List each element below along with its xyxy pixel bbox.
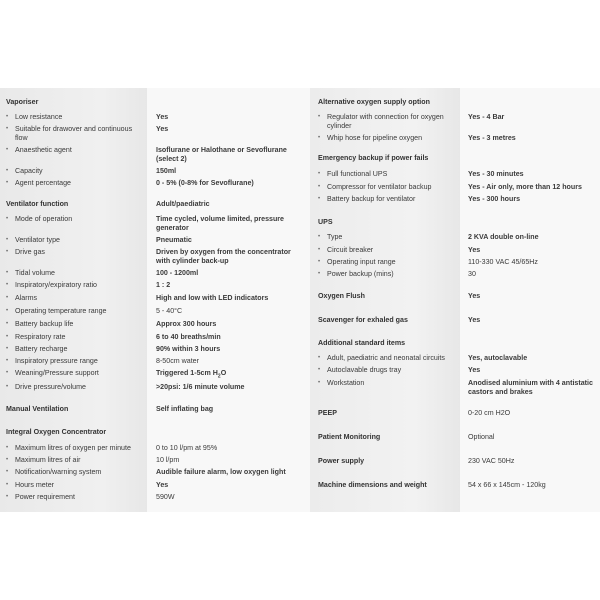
peep-heading: PEEP — [318, 409, 337, 417]
max-air-value: 10 l/pm — [156, 456, 180, 464]
tidal-value: 100 - 1200ml — [156, 269, 199, 277]
input-range-label: • Operating input range — [318, 258, 396, 267]
circuits-label: • Adult, paediatric and neonatal circuits — [318, 354, 445, 363]
temp-label: • Operating temperature range — [6, 307, 107, 316]
battery-life-value: Approx 300 hours — [156, 320, 217, 328]
spec-table — [0, 88, 600, 512]
workstation-label: • Workstation — [318, 379, 364, 388]
battery-life-label: • Battery backup life — [6, 320, 73, 329]
recharge-label: • Battery recharge — [6, 345, 67, 354]
peep-value: 0-20 cm H2O — [468, 409, 511, 417]
weaning-value: Triggered 1-5cm $H_2O$ — [156, 369, 227, 380]
right-value-column — [460, 88, 600, 512]
regulator-label-cont: cylinder — [327, 122, 352, 130]
recharge-value: 90% within 3 hours — [156, 345, 221, 353]
ventilator-heading-value: Adult/paediatric — [156, 200, 210, 208]
full-ups-label: • Full functional UPS — [318, 170, 387, 179]
regulator-value: Yes - 4 Bar — [468, 113, 505, 121]
alarms-label: • Alarms — [6, 294, 37, 303]
monitoring-heading: Patient Monitoring — [318, 433, 381, 441]
notification-value: Audible failure alarm, low oxygen light — [156, 468, 286, 476]
type-value: Pneumatic — [156, 236, 192, 244]
type-label: • Ventilator type — [6, 236, 60, 245]
percentage-value: 0 - 5% (0-8% for Sevoflurane) — [156, 179, 254, 187]
dimensions-heading: Machine dimensions and weight — [318, 481, 427, 489]
drawover-value: Yes — [156, 125, 169, 133]
low-resistance-value: Yes — [156, 113, 169, 121]
drive-gas-value-cont: with cylinder back-up — [156, 257, 229, 265]
power-backup-value: 30 — [468, 270, 476, 278]
ratio-label: • Inspiratory/expiratory ratio — [6, 281, 97, 290]
agent-label: • Anaesthetic agent — [6, 146, 72, 155]
capacity-value: 150ml — [156, 167, 177, 175]
low-resistance-label: • Low resistance — [6, 113, 62, 122]
max-air-label: • Maximum litres of air — [6, 456, 80, 465]
dimensions-value: 54 x 66 x 145cm - 120kg — [468, 481, 546, 489]
flush-value: Yes — [468, 292, 481, 300]
agent-value-cont: (select 2) — [156, 155, 187, 163]
weaning-label: • Weaning/Pressure support — [6, 369, 99, 378]
drive-pressure-label: • Drive pressure/volume — [6, 383, 86, 392]
drive-gas-label: • Drive gas — [6, 248, 45, 257]
resp-rate-label: • Respiratory rate — [6, 333, 65, 342]
input-range-value: 110-330 VAC 45/65Hz — [468, 258, 538, 266]
mode-label: • Mode of operation — [6, 215, 72, 224]
whip-hose-value: Yes - 3 metres — [468, 134, 516, 142]
flush-heading: Oxygen Flush — [318, 292, 365, 300]
power-value: 590W — [156, 493, 175, 501]
notification-label: • Notification/warning system — [6, 468, 101, 477]
drawover-label-cont: flow — [15, 134, 28, 142]
agent-value: Isoflurane or Halothane or Sevoflurane — [156, 146, 287, 154]
tray-value: Yes — [468, 366, 481, 374]
workstation-value-cont: castors and brakes — [468, 388, 533, 396]
percentage-label: • Agent percentage — [6, 179, 71, 188]
hours-label: • Hours meter — [6, 481, 54, 490]
power-label: • Power requirement — [6, 493, 75, 502]
alt-supply-heading: Alternative oxygen supply option — [318, 98, 430, 106]
vaporiser-heading: Vaporiser — [6, 98, 39, 106]
mode-value-cont: generator — [156, 224, 189, 232]
insp-pressure-value: 8-50cm water — [156, 357, 199, 365]
power-supply-heading: Power supply — [318, 457, 365, 465]
drive-gas-value: Driven by oxygen from the concentrator — [156, 248, 291, 256]
alarms-value: High and low with LED indicators — [156, 294, 269, 302]
compressor-label: • Compressor for ventilator backup — [318, 183, 431, 192]
emergency-heading: Emergency backup if power fails — [318, 154, 429, 162]
drawover-label: • Suitable for drawover and continuous — [6, 125, 132, 134]
max-o2-value: 0 to 10 l/pm at 95% — [156, 444, 218, 452]
manual-heading: Manual Ventilation — [6, 405, 69, 413]
insp-pressure-label: • Inspiratory pressure range — [6, 357, 98, 366]
ventilator-heading: Ventilator function — [6, 200, 69, 208]
monitoring-value: Optional — [468, 433, 495, 441]
whip-hose-label: • Whip hose for pipeline oxygen — [318, 134, 422, 143]
breaker-label: • Circuit breaker — [318, 246, 373, 255]
circuits-value: Yes, autoclavable — [468, 354, 528, 362]
battery-backup-value: Yes - 300 hours — [468, 195, 521, 203]
compressor-value: Yes - Air only, more than 12 hours — [468, 183, 582, 191]
scavenger-heading: Scavenger for exhaled gas — [318, 316, 408, 324]
hours-value: Yes — [156, 481, 169, 489]
battery-backup-label: • Battery backup for ventilator — [318, 195, 415, 204]
drive-pressure-value: >20psi: 1/6 minute volume — [156, 383, 245, 391]
max-o2-label: • Maximum litres of oxygen per minute — [6, 444, 131, 453]
workstation-value: Anodised aluminium with 4 antistatic — [468, 379, 593, 387]
tray-label: • Autoclavable drugs tray — [318, 366, 401, 375]
scavenger-value: Yes — [468, 316, 481, 324]
full-ups-value: Yes - 30 minutes — [468, 170, 524, 178]
power-supply-value: 230 VAC 50Hz — [468, 457, 515, 465]
concentrator-heading: Integral Oxygen Concentrator — [6, 428, 107, 436]
ups-type-value: 2 KVA double on-line — [468, 233, 539, 241]
temp-value: 5 - 40°C — [156, 307, 183, 315]
tidal-label: • Tidal volume — [6, 269, 55, 278]
breaker-value: Yes — [468, 246, 481, 254]
capacity-label: • Capacity — [6, 167, 43, 176]
regulator-label: • Regulator with connection for oxygen — [318, 113, 444, 122]
ups-heading: UPS — [318, 218, 333, 226]
mode-value: Time cycled, volume limited, pressure — [156, 215, 285, 223]
power-backup-label: • Power backup (mins) — [318, 270, 394, 279]
ratio-value: 1 : 2 — [156, 281, 171, 289]
ups-type-label: • Type — [318, 233, 342, 242]
standard-heading: Additional standard items — [318, 339, 406, 347]
resp-rate-value: 6 to 40 breaths/min — [156, 333, 221, 341]
manual-value: Self inflating bag — [156, 405, 214, 413]
